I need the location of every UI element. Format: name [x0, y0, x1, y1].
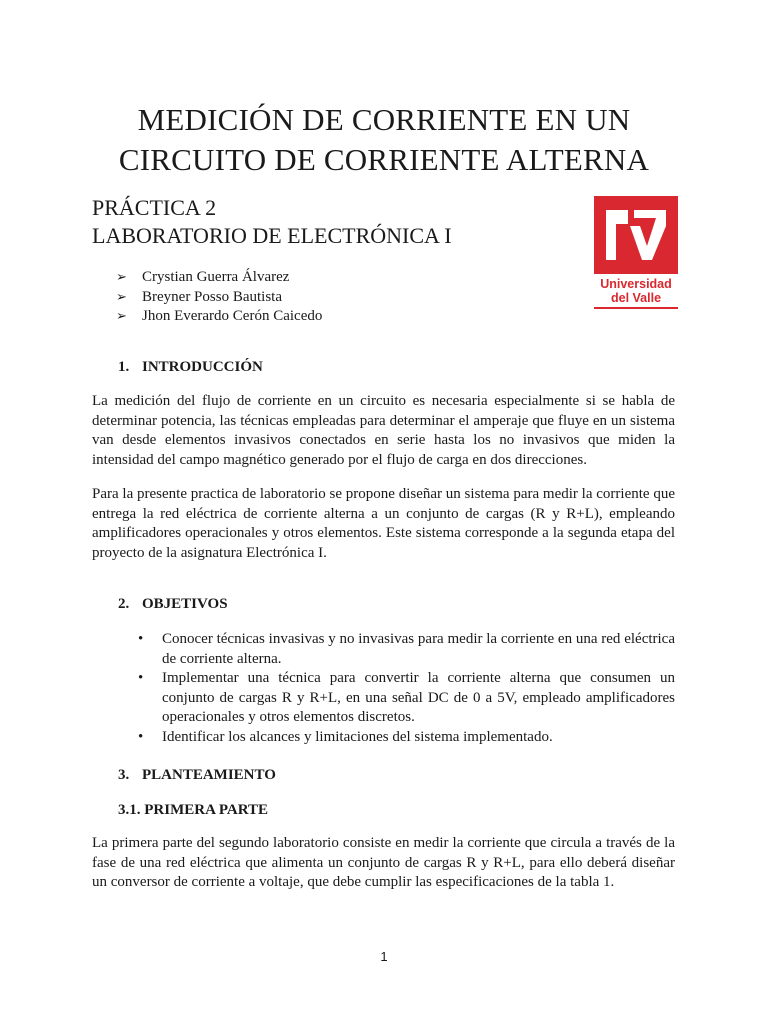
section-heading-objetivos — [118, 596, 228, 613]
section-number: 1. — [118, 359, 130, 375]
bullet-dot-icon: • — [138, 670, 144, 686]
objective-text: Identificar los alcances y limitaciones del sistema implementado. — [162, 728, 553, 745]
arrow-bullet-icon: ➢ — [116, 289, 127, 305]
section-title: OBJETIVOS — [142, 596, 228, 612]
section-number: 2. — [118, 596, 130, 612]
objective-item — [138, 669, 675, 728]
author-item — [116, 288, 322, 308]
document-title — [0, 100, 768, 180]
subtitle-line-1: PRÁCTICA 2 — [92, 195, 217, 220]
logo-text-line-1: Universidad — [600, 277, 672, 291]
universidad-del-valle-logo — [594, 196, 678, 310]
section-title: PLANTEAMIENTO — [142, 767, 276, 783]
objective-text: Implementar una técnica para convertir la corriente alterna que consumen un conjunto de cargas R y R+L, en una señal DC de 0 a 5V, empleado amplificadores operacionales y otros elementos discretos. — [162, 670, 675, 725]
author-name: Jhon Everardo Cerón Caicedo — [142, 308, 323, 324]
arrow-bullet-icon: ➢ — [116, 270, 127, 285]
objectives-list — [138, 630, 675, 747]
bullet-dot-icon: • — [138, 728, 144, 745]
logo-text-line-2: del Valle — [610, 291, 662, 305]
objective-text: Conocer técnicas invasivas y no invasivas para medir la corriente en una red eléctrica de corriente alterna. — [162, 631, 675, 667]
bullet-dot-icon: • — [138, 631, 144, 647]
approach-paragraph-1: La primera parte del segundo laboratorio consiste en medir la corriente que circula a través de la fase de una red eléctrica que alimenta un conjunto de cargas R y R+L, para ello deberá diseñar un conversor de corriente a voltaje, que debe cumplir las especificaciones de la tabla 1. — [92, 835, 675, 890]
section-heading-planteamiento — [118, 767, 276, 784]
author-item — [116, 268, 322, 288]
author-name: Breyner Posso Bautista — [142, 288, 282, 305]
intro-paragraph-2: Para la presente practica de laboratorio se propone diseñar un sistema para medir la corriente que entrega la red eléctrica de corriente alterna a un conjunto de cargas (R y R+L), empleando amplificadores operacionales y otros elementos. Este sistema corresponde a la segunda etapa del proyecto de la asignatura Electrónica I. — [92, 486, 675, 561]
arrow-bullet-icon: ➢ — [116, 309, 127, 324]
section-title: INTRODUCCIÓN — [142, 359, 263, 375]
author-list — [116, 268, 322, 327]
practice-subtitle — [92, 194, 452, 250]
title-line-1: MEDICIÓN DE CORRIENTE EN UN — [137, 102, 631, 137]
author-name: Crystian Guerra Álvarez — [142, 269, 290, 285]
subtitle-line-2: LABORATORIO DE ELECTRÓNICA I — [92, 223, 452, 248]
page-number: 1 — [380, 949, 388, 964]
author-item — [116, 307, 322, 327]
subsection-heading-primera-parte: 3.1. PRIMERA PARTE — [118, 802, 269, 818]
section-heading-introduccion — [118, 359, 263, 376]
objective-item — [138, 630, 675, 669]
section-number: 3. — [118, 767, 130, 783]
objective-item — [138, 728, 675, 748]
title-line-2: CIRCUITO DE CORRIENTE ALTERNA — [118, 142, 650, 177]
intro-paragraph-1: La medición del flujo de corriente en un circuito es necesaria especialmente si se habla de determinar potencia, las técnicas empleadas para determinar el amperaje que fluye en un sistema van desde elementos invasivos conectados en serie hasta los no invasivos que miden la intensidad del campo magnético generado por el flujo de carga en dos direcciones. — [92, 393, 675, 468]
